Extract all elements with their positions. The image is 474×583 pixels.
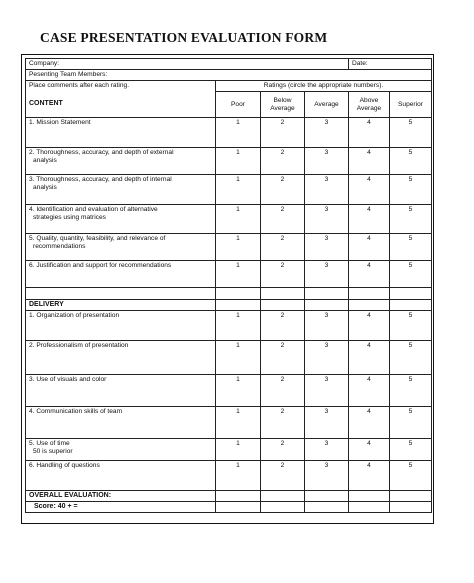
score-option-3[interactable]: 3 xyxy=(305,118,349,148)
score-option-4[interactable]: 4 xyxy=(349,407,390,439)
score-option-1[interactable]: 1 xyxy=(216,234,261,261)
content-item-text-cont: analysis xyxy=(33,184,57,191)
evaluation-table xyxy=(25,58,432,513)
content-item-text: 5. Quality, quantity, feasibility, and relevance of xyxy=(29,235,166,242)
delivery-item-row xyxy=(26,311,432,341)
score-option-2[interactable]: 2 xyxy=(261,148,305,175)
delivery-item-label xyxy=(26,341,216,375)
score-option-4[interactable]: 4 xyxy=(349,118,390,148)
spacer-cell xyxy=(261,288,305,300)
content-item-label xyxy=(26,234,216,261)
content-item-label xyxy=(26,118,216,148)
score-option-2[interactable]: 2 xyxy=(261,407,305,439)
spacer-cell xyxy=(305,288,349,300)
delivery-item-row xyxy=(26,461,432,491)
score-option-1[interactable]: 1 xyxy=(216,341,261,375)
score-option-5[interactable]: 5 xyxy=(390,461,432,491)
score-option-1[interactable]: 1 xyxy=(216,407,261,439)
score-option-1[interactable]: 1 xyxy=(216,261,261,288)
score-option-2[interactable]: 2 xyxy=(261,261,305,288)
score-option-5[interactable]: 5 xyxy=(390,407,432,439)
content-item-label xyxy=(26,175,216,205)
empty-cell xyxy=(349,300,390,311)
content-item-row xyxy=(26,148,432,175)
score-row xyxy=(26,502,432,513)
score-option-5[interactable]: 5 xyxy=(390,234,432,261)
content-item-text-cont: recommendations xyxy=(33,243,86,250)
spacer-cell xyxy=(390,288,432,300)
score-option-1[interactable]: 1 xyxy=(216,118,261,148)
score-option-4[interactable]: 4 xyxy=(349,205,390,234)
score-option-4[interactable]: 4 xyxy=(349,148,390,175)
delivery-item-text-cont: 50 is superior xyxy=(33,448,73,455)
delivery-item-row xyxy=(26,439,432,461)
ratings-caption: Ratings (circle the appropriate numbers). xyxy=(216,81,432,92)
spacer-cell xyxy=(349,288,390,300)
company-row xyxy=(26,59,432,70)
content-item-row xyxy=(26,261,432,288)
col-poor: Poor xyxy=(216,92,261,118)
col-average: Average xyxy=(305,92,349,118)
score-option-4[interactable]: 4 xyxy=(349,261,390,288)
content-item-text: 6. Justification and support for recommendations xyxy=(29,262,172,269)
empty-cell xyxy=(349,491,390,502)
delivery-item-text: 3. Use of visuals and color xyxy=(29,376,107,383)
delivery-item-label xyxy=(26,407,216,439)
score-option-1[interactable]: 1 xyxy=(216,375,261,407)
content-item-row xyxy=(26,205,432,234)
delivery-item-label xyxy=(26,311,216,341)
score-option-4[interactable]: 4 xyxy=(349,461,390,491)
content-item-text-cont: strategies using matrices xyxy=(33,214,106,221)
score-option-4[interactable]: 4 xyxy=(349,341,390,375)
score-option-1[interactable]: 1 xyxy=(216,461,261,491)
content-item-label xyxy=(26,205,216,234)
score-option-1[interactable]: 1 xyxy=(216,439,261,461)
content-item-label xyxy=(26,148,216,175)
score-option-5[interactable]: 5 xyxy=(390,175,432,205)
delivery-item-text: 5. Use of time xyxy=(29,440,70,447)
content-item-text-cont: analysis xyxy=(33,157,57,164)
score-option-4[interactable]: 4 xyxy=(349,175,390,205)
score-option-5[interactable]: 5 xyxy=(390,439,432,461)
content-item-row xyxy=(26,118,432,148)
team-members-field[interactable]: Pesenting Team Members: xyxy=(26,70,432,81)
score-option-4[interactable]: 4 xyxy=(349,439,390,461)
delivery-item-text: 2. Professionalism of presentation xyxy=(29,342,129,349)
instructions-row xyxy=(26,81,432,92)
delivery-heading: DELIVERY xyxy=(26,300,216,311)
empty-cell xyxy=(261,502,305,513)
empty-cell xyxy=(305,491,349,502)
company-field[interactable]: Company: xyxy=(26,59,349,70)
score-option-5[interactable]: 5 xyxy=(390,341,432,375)
delivery-item-text: 6. Handling of questions xyxy=(29,462,100,469)
score-option-2[interactable]: 2 xyxy=(261,439,305,461)
score-option-1[interactable]: 1 xyxy=(216,311,261,341)
score-option-5[interactable]: 5 xyxy=(390,205,432,234)
score-option-1[interactable]: 1 xyxy=(216,175,261,205)
delivery-item-text: 4. Communication skills of team xyxy=(29,408,123,415)
page-title: CASE PRESENTATION EVALUATION FORM xyxy=(40,30,328,45)
overall-label: OVERALL EVALUATION: xyxy=(26,491,216,502)
score-option-3[interactable]: 3 xyxy=(305,311,349,341)
empty-cell xyxy=(390,300,432,311)
score-option-3[interactable]: 3 xyxy=(305,439,349,461)
content-item-text: 3. Thoroughness, accuracy, and depth of internal xyxy=(29,176,172,183)
score-option-2[interactable]: 2 xyxy=(261,461,305,491)
score-option-3[interactable]: 3 xyxy=(305,341,349,375)
column-header-row xyxy=(26,92,432,118)
delivery-item-row xyxy=(26,375,432,407)
empty-cell xyxy=(390,502,432,513)
delivery-heading-row xyxy=(26,300,432,311)
score-option-2[interactable]: 2 xyxy=(261,175,305,205)
empty-cell xyxy=(216,491,261,502)
col-superior: Superior xyxy=(390,92,432,118)
content-item-text: 4. Identification and evaluation of alternative xyxy=(29,206,158,213)
score-option-1[interactable]: 1 xyxy=(216,148,261,175)
spacer-cell xyxy=(216,288,261,300)
empty-cell xyxy=(390,491,432,502)
empty-cell xyxy=(305,300,349,311)
score-option-5[interactable]: 5 xyxy=(390,261,432,288)
col-below-average: Below Average xyxy=(261,92,305,118)
content-item-row xyxy=(26,234,432,261)
content-item-text: 1. Mission Statement xyxy=(29,119,91,126)
empty-cell xyxy=(305,502,349,513)
empty-cell xyxy=(349,502,390,513)
score-option-1[interactable]: 1 xyxy=(216,205,261,234)
empty-cell xyxy=(216,300,261,311)
spacer-cell xyxy=(26,288,216,300)
spacer-row xyxy=(26,288,432,300)
score-option-3[interactable]: 3 xyxy=(305,205,349,234)
overall-row xyxy=(26,491,432,502)
score-option-4[interactable]: 4 xyxy=(349,234,390,261)
score-option-4[interactable]: 4 xyxy=(349,375,390,407)
date-field[interactable]: Date: xyxy=(349,59,432,70)
empty-cell xyxy=(216,502,261,513)
empty-cell xyxy=(261,300,305,311)
score-option-3[interactable]: 3 xyxy=(305,261,349,288)
score-option-3[interactable]: 3 xyxy=(305,234,349,261)
content-item-text: 2. Thoroughness, accuracy, and depth of external xyxy=(29,149,174,156)
score-option-2[interactable]: 2 xyxy=(261,341,305,375)
delivery-item-label xyxy=(26,439,216,461)
score-option-4[interactable]: 4 xyxy=(349,311,390,341)
delivery-item-row xyxy=(26,407,432,439)
score-option-5[interactable]: 5 xyxy=(390,311,432,341)
score-option-3[interactable]: 3 xyxy=(305,461,349,491)
score-option-3[interactable]: 3 xyxy=(305,148,349,175)
content-item-label xyxy=(26,261,216,288)
score-option-3[interactable]: 3 xyxy=(305,175,349,205)
score-option-5[interactable]: 5 xyxy=(390,375,432,407)
delivery-item-text: 1. Organization of presentation xyxy=(29,312,120,319)
score-option-2[interactable]: 2 xyxy=(261,205,305,234)
score-option-2[interactable]: 2 xyxy=(261,375,305,407)
score-option-3[interactable]: 3 xyxy=(305,375,349,407)
instructions-text: Place comments after each rating. xyxy=(26,81,216,92)
delivery-item-label xyxy=(26,375,216,407)
score-option-5[interactable]: 5 xyxy=(390,148,432,175)
score-option-3[interactable]: 3 xyxy=(305,407,349,439)
score-option-2[interactable]: 2 xyxy=(261,234,305,261)
col-above-average: Above Average xyxy=(349,92,390,118)
team-row xyxy=(26,70,432,81)
delivery-item-row xyxy=(26,341,432,375)
score-option-5[interactable]: 5 xyxy=(390,118,432,148)
score-line[interactable]: Score: 40 + = xyxy=(26,502,216,513)
score-option-2[interactable]: 2 xyxy=(261,118,305,148)
empty-cell xyxy=(261,491,305,502)
content-heading: CONTENT xyxy=(26,92,216,118)
content-item-row xyxy=(26,175,432,205)
delivery-item-label xyxy=(26,461,216,491)
score-option-2[interactable]: 2 xyxy=(261,311,305,341)
